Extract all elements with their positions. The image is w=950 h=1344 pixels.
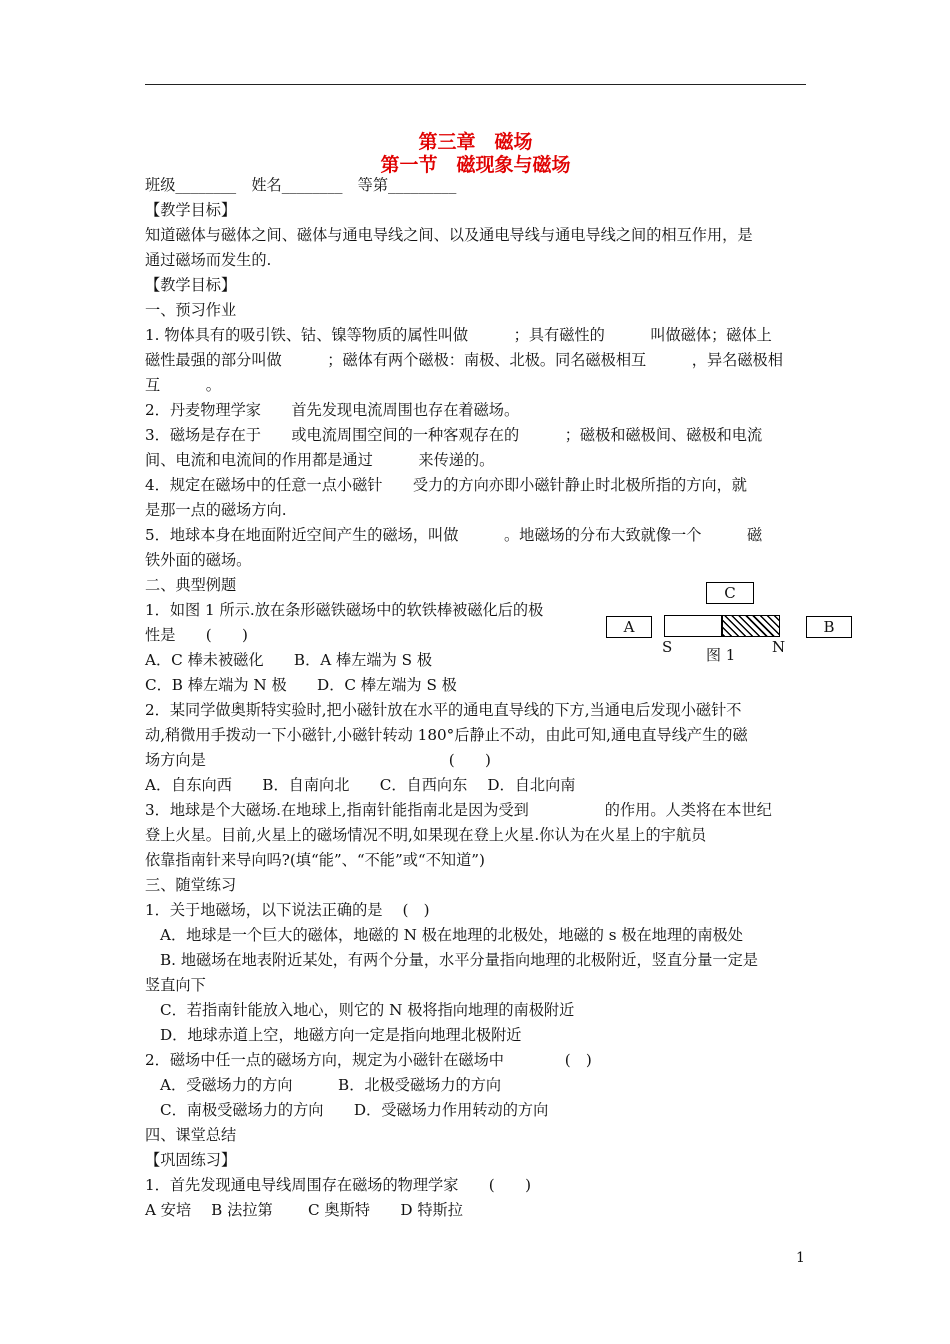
preview-line: 3．磁场是存在于 或电流周围空间的一种客观存在的 ；磁极和磁极间、磁极和电流	[145, 426, 763, 444]
practice-1-option-b: B. 地磁场在地表附近某处，有两个分量，水平分量指向地理的北极附近，竖直分量一定是	[160, 951, 758, 969]
preview-line: 4．规定在磁场中的任意一点小磁针 受力的方向亦即小磁针静止时北极所指的方向，就	[145, 476, 747, 494]
practice-heading: 三、随堂练习	[145, 876, 237, 894]
example-3-stem: 依靠指南针来导向吗?(填“能”、“不能”或“不知道”)	[145, 851, 485, 869]
example-3-stem: 3．地球是个大磁场.在地球上,指南针能指南北是因为受到 的作用。人类将在本世纪	[145, 801, 772, 819]
consolidation-1-options: A 安培 B 法拉第 C 奥斯特 D 特斯拉	[145, 1201, 463, 1219]
bar-magnet-n-half	[722, 615, 780, 637]
practice-1-option-d: D．地球赤道上空，地磁方向一定是指向地理北极附近	[160, 1026, 522, 1044]
practice-1-option-c: C．若指南针能放入地心，则它的 N 极将指向地理的南极附近	[160, 1001, 575, 1019]
example-2-stem: 场方向是 ( )	[145, 751, 491, 769]
practice-1-option-b-cont: 竖直向下	[145, 976, 206, 994]
preview-line: 1. 物体具有的吸引铁、钴、镍等物质的属性叫做 ；具有磁性的 叫做磁体；磁体上	[145, 326, 772, 344]
worksheet-body	[145, 173, 808, 1223]
example-1-options: A．C 棒未被磁化 B．A 棒左端为 S 极	[145, 651, 433, 669]
examples-heading: 二、典型例题	[145, 576, 237, 594]
example-2-stem: 动,稍微用手拨动一下小磁针,小磁针转动 180°后静止不动，由此可知,通电直导线产生的磁	[145, 726, 748, 744]
objectives-line: 知道磁体与磁体之间、磁体与通电导线之间、以及通电导线与通电导线之间的相互作用，是	[145, 226, 753, 244]
example-2-stem: 2．某同学做奥斯特实验时,把小磁针放在水平的通电直导线的下方,当通电后发现小磁针不	[145, 701, 742, 719]
preview-line: 磁性最强的部分叫做 ；磁体有两个磁极：南极、北极。同名磁极相互 ，异名磁极相	[145, 351, 783, 369]
rod-b: B	[806, 616, 852, 638]
practice-2-stem: 2．磁场中任一点的磁场方向，规定为小磁针在磁场中 ( )	[145, 1051, 592, 1069]
example-3-stem: 登上火星。目前,火星上的磁场情况不明,如果现在登上火星.你认为在火星上的宇航员	[145, 826, 707, 844]
preview-line: 铁外面的磁场。	[145, 551, 252, 569]
summary-heading: 四、课堂总结	[145, 1126, 237, 1144]
bar-magnet-s-half	[664, 615, 722, 637]
example-2-options: A．自东向西 B．自南向北 C．自西向东 D．自北向南	[145, 776, 576, 794]
figure-1	[600, 578, 860, 668]
header-rule	[145, 84, 806, 85]
preview-line: 间、电流和电流间的作用都是通过 来传递的。	[145, 451, 495, 469]
process-heading: 【教学目标】	[145, 276, 237, 294]
example-1-stem: 性是 ( )	[145, 626, 248, 644]
example-1-stem: 1．如图 1 所示.放在条形磁铁磁场中的软铁棒被磁化后的极	[145, 601, 544, 619]
rod-a: A	[606, 616, 652, 638]
page-number: 1	[796, 1250, 805, 1266]
preview-line: 是那一点的磁场方向.	[145, 501, 287, 519]
consolidation-1-stem: 1．首先发现通电导线周围存在磁场的物理学家 ( )	[145, 1176, 532, 1194]
objectives-heading: 【教学目标】	[145, 201, 237, 219]
example-1-options: C．B 棒左端为 N 极 D．C 棒左端为 S 极	[145, 676, 457, 694]
preview-line: 互 。	[145, 376, 221, 394]
practice-1-option-a: A．地球是一个巨大的磁体，地磁的 N 极在地理的北极处，地磁的 s 极在地理的南极处	[160, 926, 743, 944]
chapter-title: 第三章 磁场	[418, 131, 533, 153]
consolidation-heading: 【巩固练习】	[145, 1151, 237, 1169]
section-title: 第一节 磁现象与磁场	[380, 154, 571, 176]
practice-2-options-ab: A．受磁场力的方向 B．北极受磁场力的方向	[160, 1076, 502, 1094]
student-info: 班级________ 姓名________ 等第_________	[145, 176, 457, 194]
pole-s-label: S	[662, 638, 673, 656]
figure-caption: 图 1	[706, 646, 736, 664]
pole-n-label: N	[772, 638, 786, 656]
preview-line: 2．丹麦物理学家 首先发现电流周围也存在着磁场。	[145, 401, 520, 419]
preview-line: 5．地球本身在地面附近空间产生的磁场，叫做 。地磁场的分布大致就像一个 磁	[145, 526, 763, 544]
practice-2-options-cd: C．南极受磁场力的方向 D．受磁场力作用转动的方向	[160, 1101, 549, 1119]
rod-c: C	[706, 582, 754, 604]
objectives-line: 通过磁场而发生的.	[145, 251, 272, 269]
preview-heading: 一、预习作业	[145, 301, 237, 319]
practice-1-stem: 1．关于地磁场，以下说法正确的是 ( )	[145, 901, 430, 919]
